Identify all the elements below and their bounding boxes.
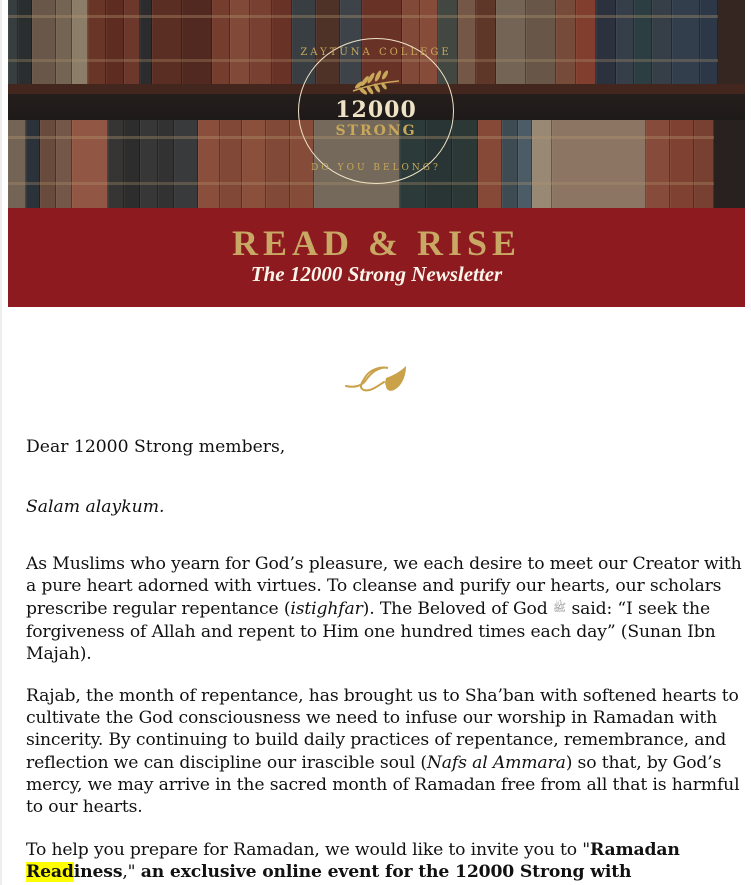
- highlighted-text: Read: [26, 862, 74, 883]
- text: ) so that, by God’s mercy, we may arrive in the sacred month of Ramadan free from all that is harmful to our hearts.: [26, 752, 740, 818]
- paragraph-rajab: [26, 685, 741, 818]
- event-name: iness: [73, 862, 123, 883]
- event-name: Ramadan: [589, 840, 680, 860]
- emblem-strong-text: STRONG: [335, 123, 417, 139]
- text: ). The Beloved of God: [362, 599, 553, 620]
- text: Rajab, the month of repentance, has brought us to Sha’ban with softened hearts to cultivate the God consciousness we need to infuse our worship in Ramadan with sincerity. By continuing to build daily practices of repentance, remembrance, and reflection we can discipline our irascible soul (: [26, 686, 739, 773]
- honorific-icon: ﷺ: [552, 601, 567, 615]
- greeting: Dear 12000 Strong members,: [26, 437, 286, 457]
- header-bookshelf-image: [8, 0, 745, 208]
- calligraphic-leaf-ornament-icon: [344, 360, 410, 396]
- emblem-arc-bottom-text: DO YOU BELONG?: [311, 163, 441, 173]
- text: To help you prepare for Ramadan, we would like to invite you to ": [26, 840, 590, 860]
- 12000-strong-emblem: [298, 38, 454, 184]
- text: ,": [122, 862, 141, 883]
- paragraph-invitation: [26, 839, 741, 883]
- emblem-arc-top-text: ZAYTUNA COLLEGE: [300, 47, 452, 58]
- event-description: an exclusive online event for the 12000 Strong with: [140, 862, 632, 883]
- newsletter-banner: [8, 208, 745, 307]
- salam: Salam alaykum.: [26, 497, 165, 517]
- emblem-number: 12000: [335, 97, 417, 123]
- newsletter-subtitle: The 12000 Strong Newsletter: [250, 262, 503, 286]
- window-edge: [0, 0, 2, 885]
- olive-branch-icon: [351, 69, 401, 95]
- text: As Muslims who yearn for God’s pleasure, we each desire to meet our Creator with a pure heart adorned with virtues. To cleanse and purify our hearts, our scholars prescribe regular repentance (: [26, 554, 742, 620]
- text: said: “I seek the forgiveness of Allah and repent to Him one hundred times each day” (Sunan Ibn Majah).: [26, 599, 716, 664]
- paragraph-repentance: [26, 553, 751, 665]
- italic-term: Nafs al Ammara: [426, 752, 566, 773]
- italic-term: istighfar: [290, 599, 363, 620]
- newsletter-title: READ & RISE: [231, 223, 522, 263]
